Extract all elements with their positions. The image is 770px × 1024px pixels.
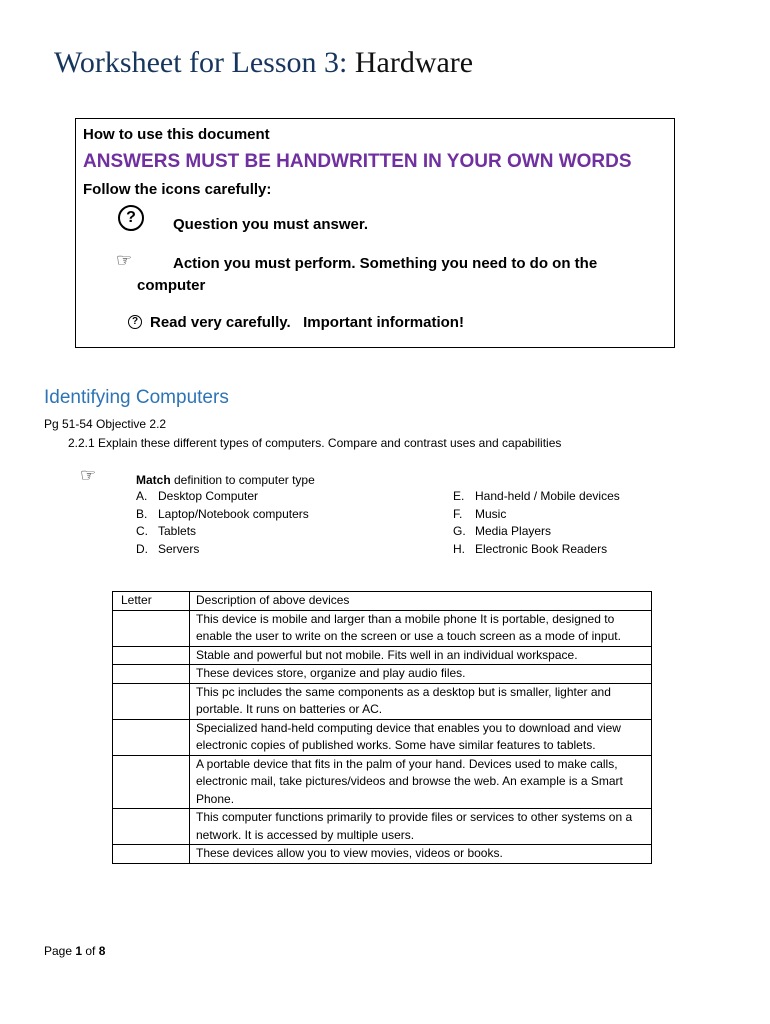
table-row [113,809,652,845]
action-legend-text-cont: computer [137,277,206,294]
letter-answer-cell[interactable] [113,755,190,809]
letter-answer-cell[interactable] [113,610,190,646]
description-cell: These devices store, organize and play audio files. [190,665,652,684]
answers-note: ANSWERS MUST BE HANDWRITTEN IN YOUR OWN WORDS [83,151,632,172]
description-cell: These devices allow you to view movies, videos or books. [190,845,652,864]
page-total: 8 [98,944,106,958]
list-item: D. Servers [136,541,200,556]
description-cell: A portable device that fits in the palm of your hand. Devices used to make calls, electronic mail, take pictures/videos and browse the web. An example is a Smart Phone. [190,755,652,809]
description-cell: This computer functions primarily to provide files or services to other systems on a network. It is accessed by multiple users. [190,809,652,845]
computer-types-right [453,488,620,558]
read-carefully-text: Read very carefully. Important information! [150,314,464,331]
letter-answer-cell[interactable] [113,719,190,755]
page-reference: Pg 51-54 Objective 2.2 [44,417,167,431]
list-item: A. Desktop Computer [136,489,259,503]
letter-column-header: Letter [113,592,190,611]
letter-answer-cell[interactable] [113,683,190,719]
list-item: C. Tablets [136,524,197,538]
table-row [113,646,652,665]
title-prefix: Worksheet for Lesson 3: [54,46,348,79]
list-item: E. Hand-held / Mobile devices [453,489,620,503]
description-cell: Specialized hand-held computing device that enables you to download and view electronic copies of published works. Some have similar features to tablets. [190,719,652,755]
table-row [113,845,652,864]
question-circle-icon: ? [128,315,142,329]
match-rest: definition to computer type [170,473,315,487]
letter-answer-cell[interactable] [113,646,190,665]
list-item: B. Laptop/Notebook computers [136,506,309,521]
table-row [113,683,652,719]
match-instruction [136,473,315,487]
computer-types-left [136,488,309,558]
list-item: H. Electronic Book Readers [453,541,608,556]
table-row [113,755,652,809]
table-row [113,665,652,684]
list-item: F. Music [453,506,507,521]
matching-table [112,591,652,864]
page-number: 1 [75,944,83,958]
pointing-hand-icon: ☞ [116,250,133,270]
letter-answer-cell[interactable] [113,665,190,684]
table-row [113,719,652,755]
question-legend-text: Question you must answer. [173,216,369,233]
follow-icons-label: Follow the icons carefully: [83,181,272,198]
question-circle-icon: ? [118,205,144,231]
section-heading: Identifying Computers [44,387,229,408]
title-topic: Hardware [354,46,474,79]
objective-text: 2.2.1 Explain these different types of computers. Compare and contrast uses and capabilities [68,436,562,450]
description-cell: Stable and powerful but not mobile. Fits well in an individual workspace. [190,646,652,665]
table-row [113,610,652,646]
list-item: G. Media Players [453,524,552,538]
pointing-hand-icon: ☞ [80,465,97,485]
description-cell: This pc includes the same components as a desktop but is smaller, lighter and portable. It runs on batteries or AC. [190,683,652,719]
how-to-box [75,118,675,348]
table-header-row [113,592,652,611]
letter-answer-cell[interactable] [113,809,190,845]
letter-answer-cell[interactable] [113,845,190,864]
action-legend-text: Action you must perform. Something you need to do on the [173,255,598,272]
how-to-title: How to use this document [83,126,270,143]
match-bold: Match [136,473,171,487]
description-cell: This device is mobile and larger than a mobile phone It is portable, designed to enable the user to write on the screen or use a touch screen as a mode of input. [190,610,652,646]
page-title [54,46,473,80]
description-column-header: Description of above devices [190,592,652,611]
page-footer: Page 1 of 8 [44,944,106,958]
